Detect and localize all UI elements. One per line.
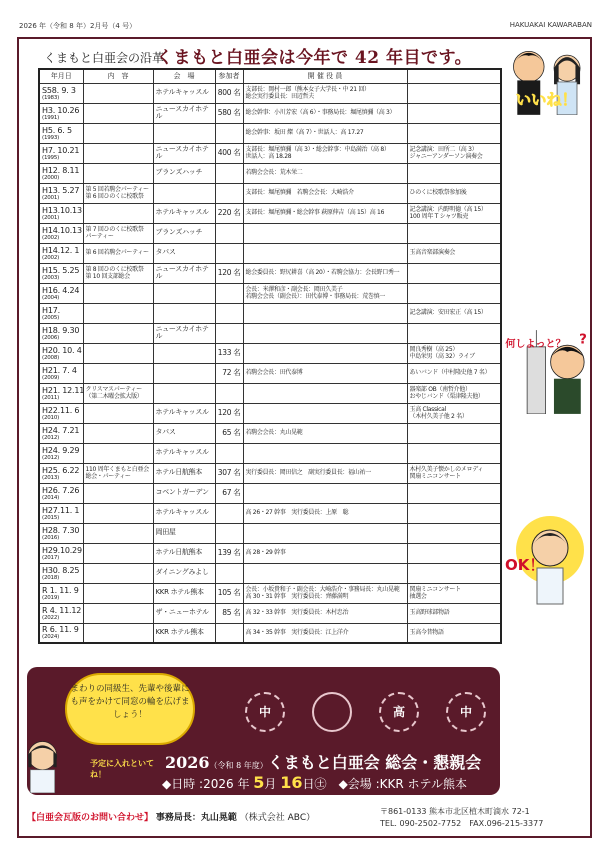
count-cell: 800 名 xyxy=(215,83,243,103)
venue-cell: KKR ホテル熊本 xyxy=(153,583,215,603)
count-cell xyxy=(215,323,243,343)
venue-cell: ホテルキャッスル xyxy=(153,403,215,423)
venue-cell: ブランズハッチ xyxy=(153,223,215,243)
remarks-cell: 玉高野球部物語 xyxy=(407,603,501,623)
count-cell xyxy=(215,183,243,203)
date-cell xyxy=(39,403,83,423)
count-cell xyxy=(215,163,243,183)
venue-cell: ザ・ニューホテル xyxy=(153,603,215,623)
year: (2005) xyxy=(42,314,60,321)
officers-cell xyxy=(243,443,407,463)
year: (2019) xyxy=(42,594,60,601)
venue-cell xyxy=(153,363,215,383)
venue-cell xyxy=(153,123,215,143)
officers-cell xyxy=(243,303,407,323)
table-row xyxy=(39,403,501,423)
date-cell xyxy=(39,123,83,143)
count-cell: 67 名 xyxy=(215,483,243,503)
table-row xyxy=(39,183,501,203)
content-cell xyxy=(83,123,153,143)
content-cell xyxy=(83,323,153,343)
remarks-cell: 記念講演：内野明德（高 15） 100 周年 T シャツ販売 xyxy=(407,203,501,223)
date-cell xyxy=(39,523,83,543)
date: H17. xyxy=(42,305,60,315)
content-cell xyxy=(83,443,153,463)
contact-address: 〒861-0133 熊本市北区植木町滴水 72-1 xyxy=(380,807,530,816)
venue-cell: ホテルキャッスル xyxy=(153,503,215,523)
count-cell: 72 名 xyxy=(215,363,243,383)
table-row xyxy=(39,583,501,603)
issue-info: 2026 年（令和 8 年）2月号（4 号） xyxy=(19,22,137,30)
venue-cell: ホテルキャッスル xyxy=(153,443,215,463)
date: H12. 8.11 xyxy=(42,165,80,175)
event-title: 2026（令和 8 年度）くまもと白亜会 総会・懇親会 xyxy=(165,753,482,772)
venue-cell: ホテル日航熊本 xyxy=(153,463,215,483)
date: H5. 6. 5 xyxy=(42,125,72,135)
column-header: 会 場 xyxy=(153,69,215,83)
date-cell xyxy=(39,263,83,283)
table-row xyxy=(39,163,501,183)
boy-tower-illustration xyxy=(502,330,590,414)
date-cell xyxy=(39,183,83,203)
table-row xyxy=(39,463,501,483)
date-cell xyxy=(39,303,83,323)
remarks-cell xyxy=(407,163,501,183)
date-cell xyxy=(39,423,83,443)
venue-cell: 岡田屋 xyxy=(153,523,215,543)
remarks-cell: あいバンド（中村隆史他 7 名） xyxy=(407,363,501,383)
content-cell: 第 8 回ひのくに校歌祭 第 10 回支部総会 xyxy=(83,263,153,283)
girl-illustration xyxy=(20,735,65,793)
content-cell xyxy=(83,603,153,623)
officers-cell xyxy=(243,403,407,423)
table-row xyxy=(39,383,501,403)
date-cell xyxy=(39,143,83,163)
table-row xyxy=(39,143,501,163)
venue-cell: ニュースカイホテル xyxy=(153,263,215,283)
svg-text:?: ? xyxy=(579,332,587,348)
remarks-cell xyxy=(407,483,501,503)
year: (2024) xyxy=(42,634,60,641)
remarks-cell: 記念講演：田所二（高 3） ジャニーアンダーソン演奏会 xyxy=(407,143,501,163)
year: (2002) xyxy=(42,234,60,241)
date: R 1. 11. 9 xyxy=(42,585,79,595)
date-cell xyxy=(39,223,83,243)
date: H30. 8.25 xyxy=(42,565,80,575)
year: (2018) xyxy=(42,574,60,581)
schedule-reminder: 予定に入れといてね！ xyxy=(90,759,154,779)
officers-cell: 会長：米澤和彦・副会長：岡田久美子 若駒会会長（副会長）：田代泰博・事務局長：荒巻慎一 xyxy=(243,283,407,303)
year: (2006) xyxy=(42,334,60,341)
page-title: くまもと白亜会は今年で 42 年目です。 xyxy=(156,48,473,68)
section-subtitle: くまもと白亜会の沿革 xyxy=(44,51,165,65)
venue-cell: ニュースカイホテル xyxy=(153,103,215,123)
venue-cell: KKR ホテル熊本 xyxy=(153,623,215,643)
venue-cell: ホテルキャッスル xyxy=(153,83,215,103)
remarks-cell xyxy=(407,543,501,563)
column-header: 年月日 xyxy=(39,69,83,83)
venue-cell xyxy=(153,183,215,203)
date: H14.12. 1 xyxy=(42,245,80,255)
content-cell xyxy=(83,103,153,123)
count-cell: 120 名 xyxy=(215,263,243,283)
table-row xyxy=(39,83,501,103)
year: (2002) xyxy=(42,254,60,261)
venue-cell: ホテルキャッスル xyxy=(153,203,215,223)
date: H24. 9.29 xyxy=(42,445,80,455)
table-row xyxy=(39,603,501,623)
officers-cell xyxy=(243,563,407,583)
table-row xyxy=(39,363,501,383)
column-header: 開 催 役 員 xyxy=(243,69,407,83)
table-row xyxy=(39,523,501,543)
table-row xyxy=(39,423,501,443)
date: H24. 7.21 xyxy=(42,425,80,435)
speech-bubble: まわりの同級生、先輩や後輩にも声をかけて同窓の輪を広げましょう！ xyxy=(65,673,195,745)
count-cell xyxy=(215,223,243,243)
officers-cell xyxy=(243,523,407,543)
count-cell: 220 名 xyxy=(215,203,243,223)
remarks-cell xyxy=(407,423,501,443)
content-cell xyxy=(83,283,153,303)
date-cell xyxy=(39,583,83,603)
date: S58. 9. 3 xyxy=(42,85,76,95)
table-row xyxy=(39,283,501,303)
date: H22.11. 6 xyxy=(42,405,80,415)
officers-cell: 高 34・35 幹事 実行委員長：江上洋介 xyxy=(243,623,407,643)
venue-cell: ブランズハッチ xyxy=(153,163,215,183)
ok-girl-illustration xyxy=(505,510,585,605)
date: H3. 10.26 xyxy=(42,105,80,115)
venue-cell xyxy=(153,283,215,303)
column-header: 内 容 xyxy=(83,69,153,83)
date-cell xyxy=(39,283,83,303)
remarks-cell xyxy=(407,443,501,463)
ok-sticker: OK！ xyxy=(505,556,545,574)
count-cell: 120 名 xyxy=(215,403,243,423)
officers-cell: 若駒会会長：荒木栄二 xyxy=(243,163,407,183)
count-cell: 580 名 xyxy=(215,103,243,123)
content-cell xyxy=(83,143,153,163)
remarks-cell xyxy=(407,103,501,123)
count-cell: 85 名 xyxy=(215,603,243,623)
emblem-icon: 高 xyxy=(379,692,419,732)
year: (2015) xyxy=(42,514,60,521)
date: H13.10.13 xyxy=(42,205,82,215)
table-row xyxy=(39,103,501,123)
remarks-cell: 関扇ミニコンサート 抽選会 xyxy=(407,583,501,603)
count-cell xyxy=(215,503,243,523)
date-cell xyxy=(39,603,83,623)
date: H27.11. 1 xyxy=(42,505,80,515)
officers-cell: 若駒会会長：田代泰博 xyxy=(243,363,407,383)
remarks-cell xyxy=(407,523,501,543)
remarks-cell: 記念講演：安田宏正（高 15） xyxy=(407,303,501,323)
content-cell xyxy=(83,523,153,543)
nani-sticker: 何しよっと？ xyxy=(505,338,566,350)
table-row xyxy=(39,303,501,323)
table-row xyxy=(39,203,501,223)
count-cell: 105 名 xyxy=(215,583,243,603)
table-row xyxy=(39,443,501,463)
year: (2013) xyxy=(42,474,60,481)
remarks-cell: 玉高 Classical （木村久美子他 2 名） xyxy=(407,403,501,423)
year: (2017) xyxy=(42,554,60,561)
remarks-cell: 玉高音楽部演奏会 xyxy=(407,243,501,263)
venue-cell: タパス xyxy=(153,423,215,443)
remarks-cell: 木村久美子懐かしのメロディ 関扇ミニコンサート xyxy=(407,463,501,483)
table-row xyxy=(39,343,501,363)
content-cell xyxy=(83,403,153,423)
date-cell xyxy=(39,163,83,183)
emblem-icon: 中 xyxy=(446,692,486,732)
venue-cell: ダイニングみよし xyxy=(153,563,215,583)
officers-cell: 会長：小坂貴和子・副会長：大崎浩介・事務局長：丸山晃範 高 30・31 幹事 実行委員長：齊藤満明 xyxy=(243,583,407,603)
date: H14.10.13 xyxy=(42,225,82,235)
officers-cell: 高 32・33 幹事 実行委員長：木村忠治 xyxy=(243,603,407,623)
content-cell: クリスマスパーティー （第二木曜会拡大版） xyxy=(83,383,153,403)
year: (2001) xyxy=(42,194,60,201)
venue-cell xyxy=(153,343,215,363)
content-cell xyxy=(83,423,153,443)
year: (2022) xyxy=(42,614,60,621)
venue-cell xyxy=(153,383,215,403)
remarks-cell xyxy=(407,123,501,143)
date: R 4. 11.12 xyxy=(42,605,82,615)
date-cell xyxy=(39,203,83,223)
date: H21. 7. 4 xyxy=(42,365,77,375)
date: H18. 9.30 xyxy=(42,325,80,335)
content-cell xyxy=(83,163,153,183)
iine-sticker: いいね！ xyxy=(515,90,577,109)
venue-cell: コベントガーデン xyxy=(153,483,215,503)
table-row xyxy=(39,123,501,143)
remarks-cell: 岡良秀樹（高 25） 中島栄男（高 32）ライブ xyxy=(407,343,501,363)
officers-cell xyxy=(243,383,407,403)
count-cell xyxy=(215,383,243,403)
content-cell xyxy=(83,543,153,563)
venue-cell: ホテル日航熊本 xyxy=(153,543,215,563)
officers-cell: 高 28・29 幹事 xyxy=(243,543,407,563)
remarks-cell xyxy=(407,563,501,583)
year: (2001) xyxy=(42,214,60,221)
officers-cell: 実行委員長：岡田信之 副実行委員長：福山祐一 xyxy=(243,463,407,483)
count-cell xyxy=(215,303,243,323)
content-cell xyxy=(83,583,153,603)
remarks-cell xyxy=(407,223,501,243)
count-cell: 400 名 xyxy=(215,143,243,163)
year: (2016) xyxy=(42,534,60,541)
count-cell: 65 名 xyxy=(215,423,243,443)
event-details: ◆日時 :2026 年 5月 16日㊏ ◆会場 :KKR ホテル熊本 xyxy=(162,773,467,792)
content-cell xyxy=(83,83,153,103)
date: H7. 10.21 xyxy=(42,145,80,155)
date-cell xyxy=(39,103,83,123)
year: (1991) xyxy=(42,114,60,121)
count-cell xyxy=(215,523,243,543)
content-cell xyxy=(83,203,153,223)
remarks-cell xyxy=(407,83,501,103)
table-row xyxy=(39,623,501,643)
venue-cell xyxy=(153,303,215,323)
officers-cell xyxy=(243,323,407,343)
content-cell: 第 7 回ひのくに校歌祭 パーティー xyxy=(83,223,153,243)
date-cell xyxy=(39,383,83,403)
venue-cell: ニュースカイホテル xyxy=(153,323,215,343)
year: (2012) xyxy=(42,434,60,441)
column-header xyxy=(407,69,501,83)
contact-info: 【白亜会瓦版のお問い合わせ】 事務局長：丸山晃範 （株式会社 ABC） xyxy=(27,813,316,823)
year: (2004) xyxy=(42,294,60,301)
year: (2009) xyxy=(42,374,60,381)
date-cell xyxy=(39,503,83,523)
table-row xyxy=(39,323,501,343)
table-row xyxy=(39,243,501,263)
year: (2008) xyxy=(42,354,60,361)
year: (1983) xyxy=(42,94,60,101)
remarks-cell xyxy=(407,283,501,303)
date-cell xyxy=(39,443,83,463)
remarks-cell: 器楽部 OB（南哲介他） おやじバンド（栗津隆夫他） xyxy=(407,383,501,403)
content-cell xyxy=(83,623,153,643)
school-crest-icon xyxy=(312,692,352,732)
date-cell xyxy=(39,83,83,103)
year: (2011) xyxy=(42,394,60,401)
officers-cell: 若駒会会長：丸山晃範 xyxy=(243,423,407,443)
column-header: 参加者 xyxy=(215,69,243,83)
officers-cell: 総会幹事：坂田 燦（高 7）・世話人：高 17.27 xyxy=(243,123,407,143)
year: (2010) xyxy=(42,414,60,421)
emblem-icon: 中 xyxy=(245,692,285,732)
date-cell xyxy=(39,243,83,263)
officers-cell: 総会幹事：小川芳宏（高 6）・事務局長：堀尾慎彌（高 3） xyxy=(243,103,407,123)
officers-cell xyxy=(243,343,407,363)
count-cell xyxy=(215,623,243,643)
date-cell xyxy=(39,543,83,563)
students-illustration xyxy=(502,42,590,115)
date-cell xyxy=(39,483,83,503)
history-table xyxy=(38,68,502,644)
date-cell xyxy=(39,563,83,583)
date: H15. 5.25 xyxy=(42,265,80,275)
date: H16. 4.24 xyxy=(42,285,80,295)
date: H26. 7.26 xyxy=(42,485,80,495)
count-cell xyxy=(215,443,243,463)
officers-cell: 支部長：堀尾慎彌・総会幹事 萩原伸吉（高 15）高 16 xyxy=(243,203,407,223)
table-row xyxy=(39,543,501,563)
date-cell xyxy=(39,363,83,383)
content-cell xyxy=(83,503,153,523)
content-cell xyxy=(83,343,153,363)
date: H13. 5.27 xyxy=(42,185,80,195)
date: H20. 10. 4 xyxy=(42,345,82,355)
remarks-cell xyxy=(407,503,501,523)
content-cell: 第 6 回若駒会パーティー xyxy=(83,243,153,263)
remarks-cell: ひのくに校歌祭参加後 xyxy=(407,183,501,203)
officers-cell: 総会委員長：野尻耕喜（高 20）・若駒会協力：会長野口秀一 xyxy=(243,263,407,283)
officers-cell: 支部長：岡村一郎（熊本女子大学長・中 21 回） 総会実行委員長：田辺哲夫 xyxy=(243,83,407,103)
table-row xyxy=(39,223,501,243)
year: (2000) xyxy=(42,174,60,181)
content-cell xyxy=(83,363,153,383)
count-cell xyxy=(215,283,243,303)
date-cell xyxy=(39,323,83,343)
count-cell: 307 名 xyxy=(215,463,243,483)
date: H28. 7.30 xyxy=(42,525,80,535)
brand-name: HAKUAKAI KAWARABAN xyxy=(509,21,592,29)
count-cell xyxy=(215,563,243,583)
year: (2014) xyxy=(42,494,60,501)
content-cell xyxy=(83,563,153,583)
date: H21. 12.11 xyxy=(42,385,85,395)
table-row xyxy=(39,563,501,583)
year: (2012) xyxy=(42,454,60,461)
officers-cell: 支部長：堀尾慎彌 若駒会会長：大崎浩介 xyxy=(243,183,407,203)
year: (1995) xyxy=(42,154,60,161)
table-row xyxy=(39,483,501,503)
content-cell: 第 5 回若駒会パーティー 第 6 回ひのくに校歌祭 xyxy=(83,183,153,203)
officers-cell xyxy=(243,223,407,243)
officers-cell: 高 26・27 幹事 実行委員長：上原 聡 xyxy=(243,503,407,523)
remarks-cell xyxy=(407,323,501,343)
table-row xyxy=(39,263,501,283)
count-cell: 133 名 xyxy=(215,343,243,363)
count-cell xyxy=(215,123,243,143)
content-cell xyxy=(83,303,153,323)
year: (1993) xyxy=(42,134,60,141)
date-cell xyxy=(39,463,83,483)
date: H29.10.29 xyxy=(42,545,82,555)
content-cell xyxy=(83,483,153,503)
venue-cell: タパス xyxy=(153,243,215,263)
year: (2003) xyxy=(42,274,60,281)
date-cell xyxy=(39,623,83,643)
date-cell xyxy=(39,343,83,363)
count-cell xyxy=(215,243,243,263)
content-cell: 110 周年くまもと白亜会 総会・パーティー xyxy=(83,463,153,483)
officers-cell: 支部長：堀尾慎彌（高 3）・総会幹事：中島満治（高 8） 世話人：高 18.28 xyxy=(243,143,407,163)
count-cell: 139 名 xyxy=(215,543,243,563)
officers-cell xyxy=(243,243,407,263)
contact-phone: TEL. 090-2502-7752 FAX.096-215-3377 xyxy=(380,819,544,828)
table-row xyxy=(39,503,501,523)
venue-cell: ニュースカイホテル xyxy=(153,143,215,163)
remarks-cell xyxy=(407,263,501,283)
remarks-cell: 玉高今昔物語 xyxy=(407,623,501,643)
date: H25. 6.22 xyxy=(42,465,80,475)
date: R 6. 11. 9 xyxy=(42,625,79,635)
officers-cell xyxy=(243,483,407,503)
